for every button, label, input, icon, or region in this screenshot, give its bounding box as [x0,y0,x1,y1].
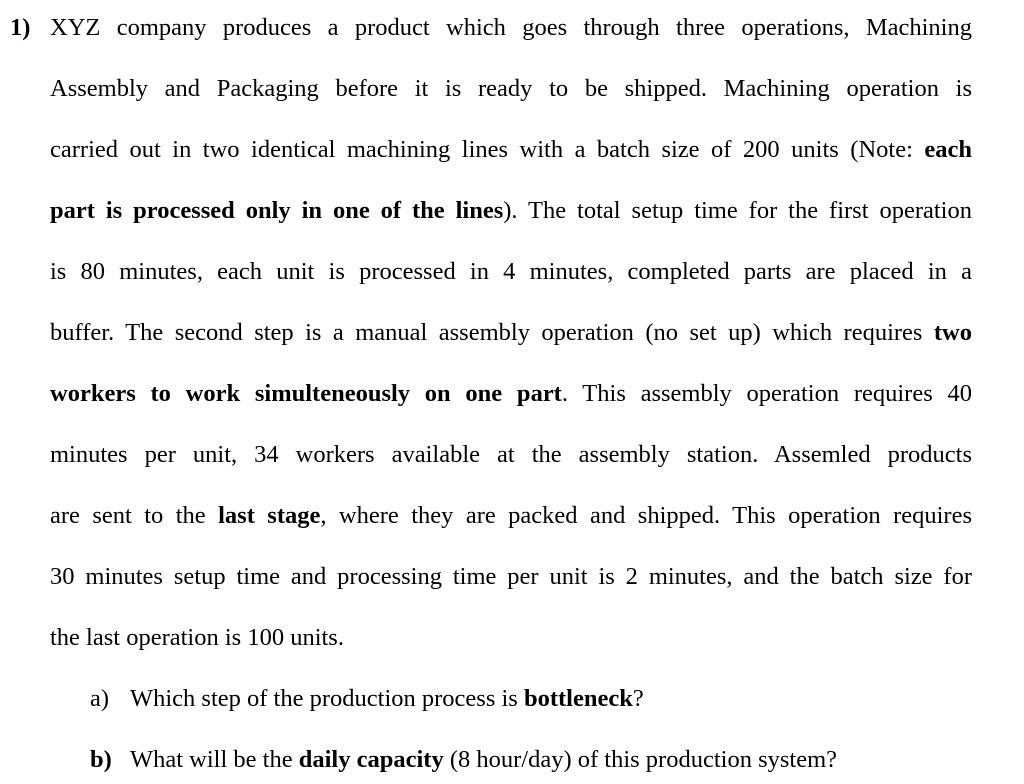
sub-question-b-label: b) [90,746,112,773]
bold-text: last stage [218,502,321,529]
text-run: ). The total setup time for the first operation [503,197,972,224]
text-run: is 80 minutes, each unit is processed in 4 minutes, completed parts are placed in a [50,258,972,285]
text-run: ? [632,685,644,712]
bold-text: daily capacity [298,746,444,773]
sub-question-a-label: a) [90,685,110,712]
sub-question-a [90,679,644,719]
text-run: 30 minutes setup time and processing time per unit is 2 minutes, and the batch size for [50,563,972,590]
question-number: 1) [10,14,31,41]
text-run: Which step of the production process is [130,685,524,712]
body-line [50,191,972,252]
text-run: Assembly and Packaging before it is ready to be shipped. Machining operation is [50,75,972,102]
text-run: are sent to the [50,502,219,529]
text-run: (8 hour/day) of this production system? [443,746,837,773]
body-line [50,435,972,496]
body-line [50,557,972,618]
text-run: , where they are packed and shipped. This operation requires [320,502,972,529]
body-line [50,374,972,435]
body-line [50,496,972,557]
body-line [50,313,972,374]
bold-text: workers to work simulteneously on one part [50,380,562,407]
bold-text: each [924,136,972,163]
text-run: What will be the [130,746,299,773]
text-run: the last operation is 100 units. [50,624,344,651]
body-line [50,8,972,69]
text-run: XYZ company produces a product which goes through three operations, Machining [50,14,972,41]
body-line [50,252,972,313]
bold-text: part is processed only in one of the lines [50,197,504,224]
sub-question-b-text [130,746,837,773]
body-line [50,69,972,130]
sub-question-b [90,740,837,780]
text-run: carried out in two identical machining lines with a batch size of 200 units (Note: [50,136,925,163]
text-run: buffer. The second step is a manual assembly operation (no set up) which requires [50,319,934,346]
body-line [50,618,972,679]
bold-text: two [933,319,972,346]
bold-text: bottleneck [523,685,633,712]
question-body [50,8,972,679]
body-line [50,130,972,191]
text-run: . This assembly operation requires 40 [561,380,973,407]
sub-question-a-text [130,685,644,712]
text-run: minutes per unit, 34 workers available at the assembly station. Assemled products [50,441,972,468]
